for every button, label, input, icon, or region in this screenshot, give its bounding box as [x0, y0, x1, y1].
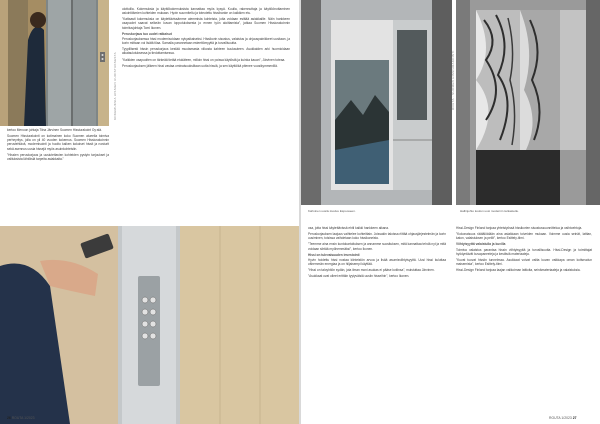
right-col1-paragraph: Hyvin hoidettu hissi nostaa kiinteistön arvoa ja lisää asumisviihtyisyyttä. Uusi hissi kuluttaa vähemmän energiaa ja on hiljaisempi käyttää.: [308, 257, 446, 267]
wood-photo-caption: Hallinjohto koulun uusi modernin tarkastettu.: [460, 209, 520, 213]
left-folio-number: 26: [7, 416, 11, 420]
right-page: [301, 0, 600, 424]
right-col1-paragraph: "Hissi on taloyhtiön sydän, jota ilman moni asukas ei pääse kotiinsa", muistuttaa Järvinen.: [308, 268, 435, 273]
left-col2-paragraph: Peruskorjauksessa hissi modernisoidaan nykyaikaiseksi. Hissikorin sisustus, valaistus ja ohjauspainikkeet uusitaan, ja korin mittaan voi lisätä tilaa. Samalla parannetaan esteettömyyttä ja turvallisuutta.: [122, 36, 290, 46]
right-col1-subheading: Hissi on tulevaisuuden investointi: [308, 252, 360, 257]
right-col2-paragraph: "Kokonaisuus räätälöidään aina asiakkaan toiveiden mukaan. Voimme uusia seinät, lattian, katon, valaistuksen ja peilit", kertoo Esittely-tiimi.: [456, 232, 592, 241]
right-col1-paragraph: Peruskorjauksen laajuus vaihtelee kohteittain. Joissakin taloissa riittää ohjausjärjestelmän ja korin uusiminen, toisissa vaihdetaan koko hissikoneisto.: [308, 232, 446, 241]
left-page: [0, 0, 299, 424]
elevator-doors-illustration: [0, 0, 109, 126]
left-folio: [7, 416, 35, 420]
left-col2-paragraph: ulottuilla. Kokemuksia ja käyttökokemuksista kannattaa myös kysyä. Kuulla, rakennuttaja ja käyttöönottaminen asiointitämien kohteiden mukaan. Hyvin suunniteltu ja toteutettu hissihanke on kaikkien etu.: [122, 7, 290, 16]
wood-elevator-photo: [456, 0, 600, 205]
wood-pattern-elevator-illustration: [456, 0, 600, 205]
right-col2-paragraph: "Kuvat tuovat hissiin tunnelmaa. Asukkaat voivat valita kuvan vaikkapa oman kotiseudun maisemista", kertoo Esittely-tiimi.: [456, 257, 592, 267]
left-col1-paragraph: Suomen Hissiurakointi on kotimainen koko Suomen alueella toimiva perheyritys, jolla on yli 40 vuoden kokemus. Suomen Hissiurakoinnin perustehtävä, modernisointi ja huolto kaiken kokoiset hissit ja nosturit sekä asennus uusia hissejä myös asuinkohteisiin.: [7, 134, 109, 151]
elevator-panel-photo: [0, 226, 299, 424]
left-col2-paragraph: "Kattaasti kokemuksia on käytettävissämme aiemmista kohteista, joita voidaan esittää asiakkaille. Näin hankkeen osapuolet saavat selkeän kuvan lopputuloksesta jo ennen työn aloittamista", jatkaa Suomen Hissiurakoinnin toimitusjohtaja Tomi Ikonen.: [122, 17, 290, 30]
right-folio-number: 27: [572, 416, 577, 420]
left-folio-issue: 1/2023: [24, 416, 35, 420]
right-folio: [549, 416, 577, 420]
left-col2-paragraph: Tyypillisesti hissin peruskorjaus kestää muutamasta viikosta kahteen kuukauteen. Asukkaiden arki huomioidaan aikataulutuksessa ja tiedottamisessa.: [122, 47, 290, 56]
left-vertical-label: KOKEMUKSIA HISSIEN UUDISTUKSESTA: [113, 52, 117, 120]
right-col1-paragraph: "Teemme aina ensin kuntokartoituksen ja annamme suosituksen, mitä kannattaa tehdä nyt ja mitä voidaan siirtää myöhemmäksi", kertoo Ikonen.: [308, 242, 446, 251]
right-col1: [308, 226, 446, 281]
left-col1-paragraph: "Hissien peruskorjaus ja uusiutettavien kohteiden pystyin tarjoukset ja valituksista lähtöisiä tarpeita asiakkaita.": [7, 152, 109, 161]
forest-elevator-photo: [301, 0, 452, 205]
left-folio-title: ROUTA: [11, 416, 24, 420]
right-col2-paragraph: Hissi-Design Finland tarjoaa laajan valikoiman lattioita, seinämateriaaleja ja valaistuksia.: [456, 268, 581, 273]
right-col2-subheading: Viihtyisyyttä valaistulla ja kuvilla: [456, 242, 506, 247]
left-col2-subheading: Peruskorjaus tuo uudet ratkaisut: [122, 31, 172, 36]
right-folio-title: ROUTA: [549, 416, 561, 420]
right-col2-paragraph: Toimiva valaistus parantaa hissin viihtyisyyttä ja turvallisuutta. Hissi-Design ja toimittajat hyödyntävät kuvapaneeleja ja kestäviä materiaaleja.: [456, 247, 592, 256]
left-col1-paragraph: kertoo Menoon johtaja Tiina Järvinen Suomen Hissiurakoint Oy:stä.: [7, 128, 102, 132]
right-folio-issue: 1/2023: [561, 416, 572, 420]
right-col2-paragraph: Hissi-Design Finland tarjoaa yhteistyössä hissikorien sisustussuunnittelua ja vaihtoehtoja.: [456, 226, 583, 230]
left-col2-paragraph: Peruskorjauksen jälkeen hissi vastaa ominaisuuksiltaan uutta hissiä, ja sen käyttöikä pitenee vuosikymmenillä.: [122, 63, 278, 68]
person-at-elevator-photo: [0, 0, 109, 126]
elevator-button-panel-illustration: [0, 226, 299, 424]
forest-photo-caption: Kahvinen uusitu kuuluu Espooseen.: [308, 209, 356, 213]
right-vertical-label: ROUTA · SUOMEN HISSIURAKOINTI: [451, 50, 455, 110]
left-col1: [7, 128, 109, 163]
right-col2: [456, 226, 592, 274]
left-col2: [122, 7, 290, 70]
forest-elevator-illustration: [301, 0, 452, 205]
right-col1-paragraph: "Asukkaat ovat olleet erittäin tyytyväisiä uusiin hisseihin", kertoo Ikonen.: [308, 274, 410, 279]
left-col2-paragraph: "Kaikkien osapuolten on tärkeää tietää etukäteen, milloin hissi on poissa käytöstä ja kuinka kauan", Järvinen toteaa.: [122, 57, 286, 62]
right-col1-paragraph: osa, jotta hissi käytettävissä ehtii kaikki hankkeen aikana.: [308, 226, 389, 230]
